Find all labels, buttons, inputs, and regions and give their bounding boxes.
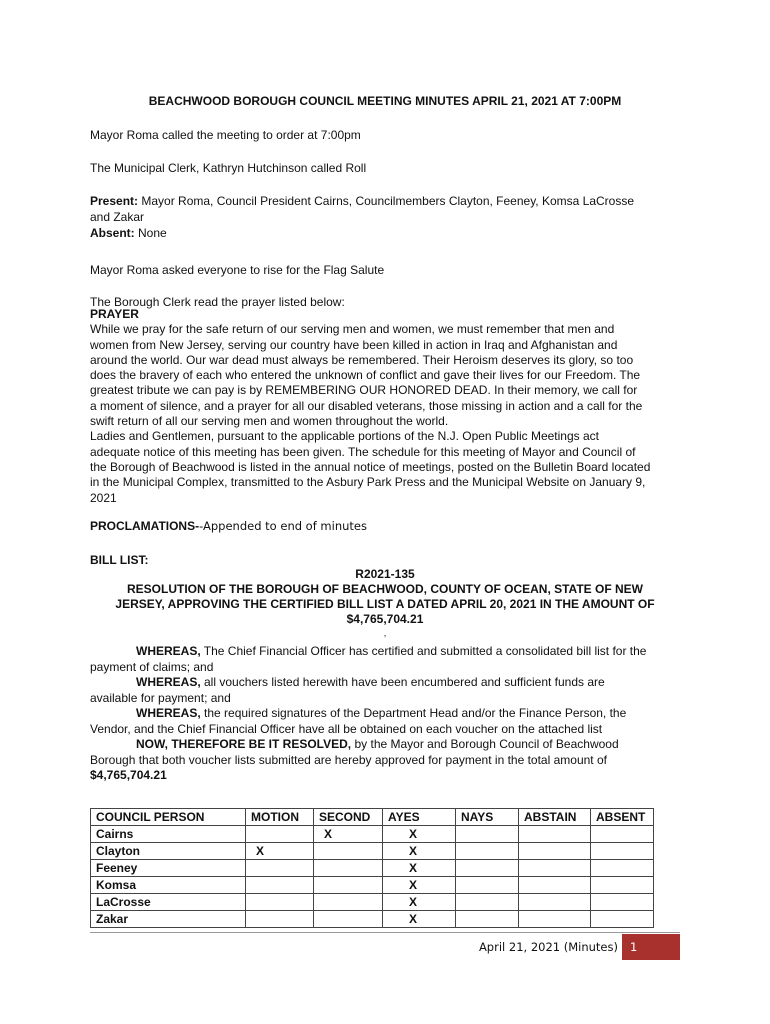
table-row — [91, 894, 654, 911]
council-person: Komsa — [91, 877, 246, 894]
absent-label: Absent: — [90, 226, 135, 240]
ayes-cell: X — [383, 826, 456, 843]
vote-table-header — [91, 809, 654, 826]
proclamations-label: PROCLAMATIONS- — [90, 519, 200, 533]
abstain-cell — [519, 894, 591, 911]
ayes-cell: X — [383, 894, 456, 911]
absent-cell — [591, 826, 654, 843]
present-line — [90, 193, 680, 241]
resolved-label: NOW, THEREFORE BE IT RESOLVED, — [136, 737, 352, 751]
header-cell: SECOND — [314, 809, 383, 826]
nays-cell — [456, 843, 519, 860]
motion-cell — [246, 826, 314, 843]
prayer-intro: The Borough Clerk read the prayer listed below: — [90, 295, 345, 309]
resolved-text: by the Mayor and Borough Council of Beachwood — [351, 737, 619, 751]
second-cell: X — [314, 826, 383, 843]
prayer-line: greatest tribute we can pay is by REMEMBERING OUR HONORED DEAD. In their memory, we call for — [90, 383, 638, 398]
table-row — [91, 860, 654, 877]
whereas-1-text: The Chief Financial Officer has certified and submitted a consolidated bill list for the — [200, 644, 647, 658]
whereas-2-text: all vouchers listed herewith have been encumbered and sufficient funds are — [200, 675, 605, 689]
table-row — [91, 911, 654, 928]
prayer-line: 2021 — [90, 490, 117, 505]
whereas-2-cont: available for payment; and — [90, 690, 231, 705]
call-to-order: Mayor Roma called the meeting to order at 7:00pm — [90, 128, 361, 142]
page-footer — [90, 934, 680, 962]
prayer-line: a moment of silence, and a prayer for all our disabled veterans, those missing in action and a call for the — [90, 398, 643, 413]
header-cell: NAYS — [456, 809, 519, 826]
header-cell: COUNCIL PERSON — [91, 809, 246, 826]
resolution-title-line: RESOLUTION OF THE BOROUGH OF BEACHWOOD, COUNTY OF OCEAN, STATE OF NEW — [127, 582, 643, 596]
resolution-body — [90, 644, 680, 784]
second-cell — [314, 860, 383, 877]
motion-cell — [246, 877, 314, 894]
council-person: Feeney — [91, 860, 246, 877]
page-title: BEACHWOOD BOROUGH COUNCIL MEETING MINUTES APRIL 21, 2021 AT 7:00PM — [148, 94, 622, 108]
footer-divider — [90, 932, 680, 933]
absent-cell — [591, 843, 654, 860]
prayer-line: While we pray for the safe return of our serving men and women, we must remember that men and — [90, 322, 615, 337]
absent-cell — [591, 911, 654, 928]
present-value: Mayor Roma, Council President Cairns, Councilmembers Clayton, Feeney, Komsa LaCrosse — [141, 194, 635, 208]
nays-cell — [456, 877, 519, 894]
present-value-cont: and Zakar — [90, 210, 145, 224]
absent-value: None — [138, 226, 167, 240]
prayer-line: adequate notice of this meeting has been given. The schedule for this meeting of Mayor and Council of — [90, 444, 636, 459]
prayer-heading: PRAYER — [90, 307, 139, 321]
prayer-block — [90, 307, 680, 506]
council-person: Zakar — [91, 911, 246, 928]
stray-comma: , — [383, 628, 387, 638]
abstain-cell — [519, 860, 591, 877]
nays-cell — [456, 826, 519, 843]
abstain-cell — [519, 877, 591, 894]
table-row — [91, 826, 654, 843]
abstain-cell — [519, 843, 591, 860]
motion-cell: X — [246, 843, 314, 860]
proclamations-text: -Appended to end of minutes — [199, 519, 367, 533]
ayes-cell: X — [383, 911, 456, 928]
whereas-1-cont: payment of claims; and — [90, 659, 214, 674]
roll-call: The Municipal Clerk, Kathryn Hutchinson called Roll — [90, 161, 367, 175]
bill-list-label: BILL LIST: — [90, 553, 149, 567]
footer-text: April 21, 2021 (Minutes) — [478, 940, 618, 954]
absent-cell — [591, 877, 654, 894]
absent-cell — [591, 894, 654, 911]
whereas-3-label: WHEREAS, — [136, 706, 201, 720]
whereas-1-label: WHEREAS, — [136, 644, 201, 658]
proclamations — [90, 518, 680, 534]
prayer-line: in the Municipal Complex, transmitted to the Asbury Park Press and the Municipal Website on January 9, — [90, 475, 646, 490]
second-cell — [314, 877, 383, 894]
vote-table — [90, 808, 654, 928]
whereas-2-label: WHEREAS, — [136, 675, 201, 689]
resolution-title-line: JERSEY, APPROVING THE CERTIFIED BILL LIST A DATED APRIL 20, 2021 IN THE AMOUNT OF — [115, 597, 655, 611]
table-row — [91, 843, 654, 860]
nays-cell — [456, 894, 519, 911]
motion-cell — [246, 911, 314, 928]
absent-cell — [591, 860, 654, 877]
resolution-title-line: $4,765,704.21 — [346, 612, 424, 626]
table-row — [91, 877, 654, 894]
header-cell: AYES — [383, 809, 456, 826]
council-person: LaCrosse — [91, 894, 246, 911]
prayer-line: does the bravery of each who entered the unknown of conflict and gave their lives for our Freedom. The — [90, 368, 641, 383]
council-person: Cairns — [91, 826, 246, 843]
ayes-cell: X — [383, 877, 456, 894]
header-cell: ABSTAIN — [519, 809, 591, 826]
header-cell: MOTION — [246, 809, 314, 826]
ayes-cell: X — [383, 860, 456, 877]
nays-cell — [456, 911, 519, 928]
prayer-line: women from New Jersey, serving our country have been killed in action in Iraq and Afghanistan and — [90, 337, 618, 352]
whereas-3-text: the required signatures of the Department Head and/or the Finance Person, the — [200, 706, 627, 720]
council-person: Clayton — [91, 843, 246, 860]
nays-cell — [456, 860, 519, 877]
abstain-cell — [519, 826, 591, 843]
header-cell: ABSENT — [591, 809, 654, 826]
ayes-cell: X — [383, 843, 456, 860]
prayer-line: Ladies and Gentlemen, pursuant to the applicable portions of the N.J. Open Public Meetings act — [90, 429, 599, 444]
second-cell — [314, 843, 383, 860]
abstain-cell — [519, 911, 591, 928]
second-cell — [314, 894, 383, 911]
resolution-number: R2021-135 — [355, 567, 415, 581]
flag-salute: Mayor Roma asked everyone to rise for the Flag Salute — [90, 263, 385, 277]
second-cell — [314, 911, 383, 928]
approved-amount: $4,765,704.21 — [90, 768, 167, 782]
prayer-line: around the world. Our war dead must always be remembered. Their Heroism deserves its glory, so too — [90, 352, 634, 367]
present-label: Present: — [90, 194, 139, 208]
resolution-header — [90, 567, 680, 639]
page-number: 1 — [622, 934, 680, 960]
prayer-line: the Borough of Beachwood is listed in the annual notice of meetings, posted on the Bulletin Board located — [90, 459, 651, 474]
motion-cell — [246, 860, 314, 877]
motion-cell — [246, 894, 314, 911]
prayer-line: swift return of all our serving men and women throughout the world. — [90, 414, 449, 429]
resolved-cont: Borough that both voucher lists submitted are hereby approved for payment in the total amount of — [90, 752, 607, 767]
whereas-3-cont: Vendor, and the Chief Financial Officer have all be obtained on each voucher on the attached list — [90, 721, 603, 736]
